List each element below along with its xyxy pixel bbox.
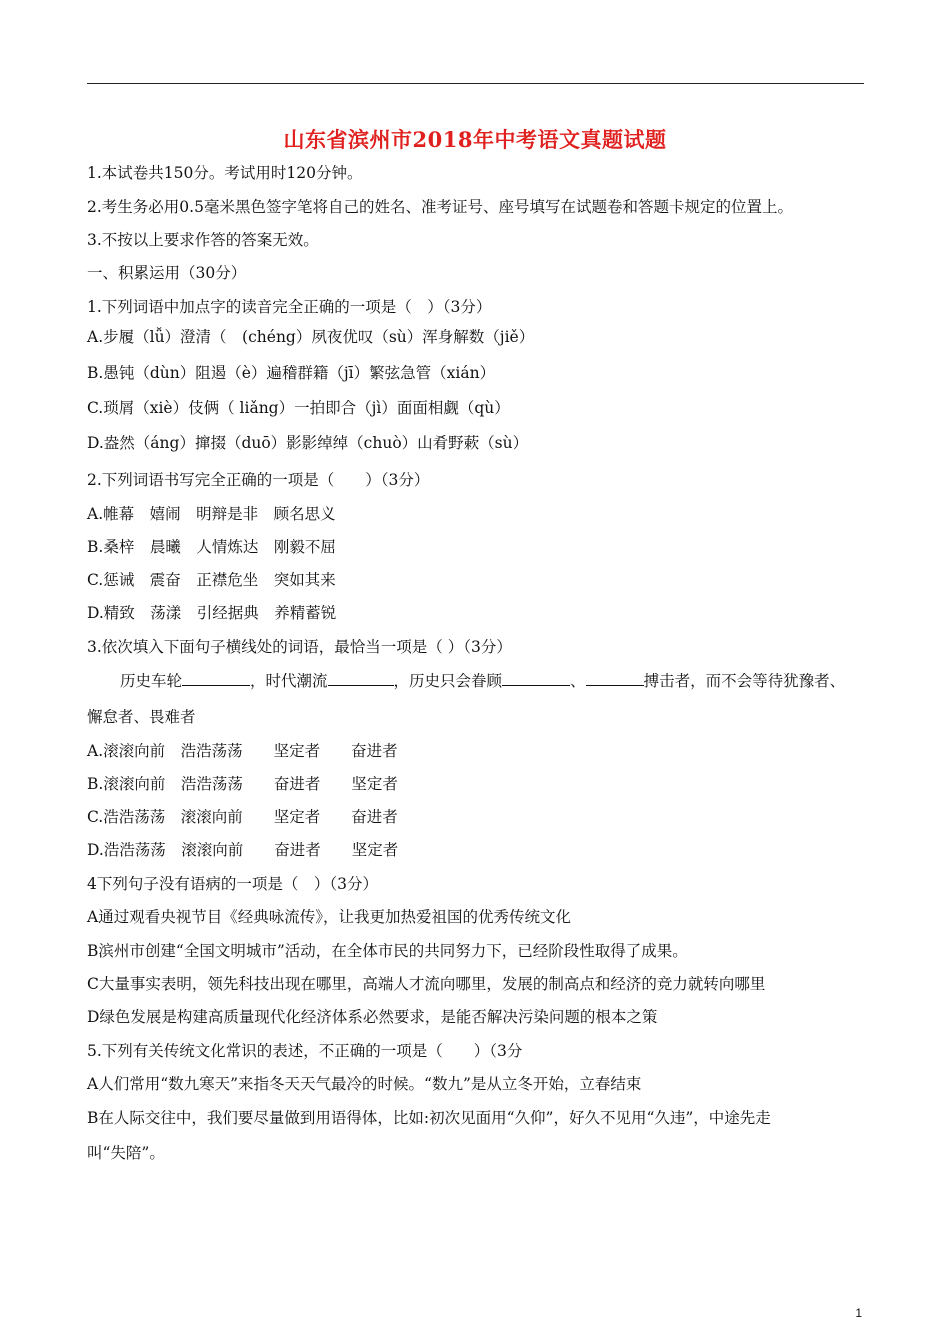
q3-part-4: 、 xyxy=(570,672,586,690)
q4-option-d: D绿色发展是构建高质量现代化经济体系必然要求，是能否解决污染问题的根本之策 xyxy=(87,1008,658,1026)
q2-option-a: A.帷幕 嬉闹 明辩是非 顾名思义 xyxy=(87,505,336,523)
q4-option-c: C大量事实表明，领先科技出现在哪里，高端人才流向哪里，发展的制高点和经济的竞力就转向哪里 xyxy=(87,975,766,993)
q3-part-3: ，历史只会眷顾 xyxy=(393,672,503,690)
note-1: 1.本试卷共150分。考试用时120分钟。 xyxy=(87,164,363,182)
q3-blank-1 xyxy=(182,671,250,686)
q3-blank-3 xyxy=(502,671,570,686)
q2-stem: 2.下列词语书写完全正确的一项是（ ）（3分） xyxy=(87,471,430,489)
q2-option-d: D.精致 荡漾 引经据典 养精蓄锐 xyxy=(87,604,337,622)
q5-stem: 5.下列有关传统文化常识的表述，不正确的一项是（ ）（3分 xyxy=(87,1042,523,1060)
q3-sentence-continued: 懈怠者、畏难者 xyxy=(87,708,196,726)
header-rule xyxy=(87,83,864,84)
q2-option-c: C.惩诫 震奋 正襟危坐 突如其来 xyxy=(87,571,336,589)
q4-option-a: A通过观看央视节目《经典咏流传》，让我更加热爱祖国的优秀传统文化 xyxy=(87,908,571,926)
q3-blank-2 xyxy=(328,671,394,686)
q3-part-2: ，时代潮流 xyxy=(250,672,328,690)
q1-option-c: C.琐屑（xiè）伎俩（ liǎng）一拍即合（jì）面面相觑（qù） xyxy=(87,399,510,417)
q3-stem: 3.依次填入下面句子横线处的词语，最恰当一项是（ ）（3分） xyxy=(87,638,512,656)
q1-option-a: A.步履（lǚ）澄清（ (chéng）夙夜优叹（sù）浑身解数（jiě） xyxy=(87,328,535,346)
q3-option-a: A.滚滚向前 浩浩荡荡 坚定者 奋进者 xyxy=(87,742,398,760)
document-title: 山东省滨州市2018年中考语文真题试题 xyxy=(283,127,667,152)
q5-option-b-continued: 叫“失陪”。 xyxy=(87,1144,165,1162)
q3-blank-4 xyxy=(586,671,644,686)
q3-option-b: B.滚滚向前 浩浩荡荡 奋进者 坚定者 xyxy=(87,775,398,793)
q3-option-c: C.浩浩荡荡 滚滚向前 坚定者 奋进者 xyxy=(87,808,398,826)
q3-part-1: 历史车轮 xyxy=(120,672,183,690)
q3-sentence xyxy=(120,671,845,691)
page-number: 1 xyxy=(855,1306,862,1320)
q3-option-d: D.浩浩荡荡 滚滚向前 奋进者 坚定者 xyxy=(87,841,399,859)
note-2: 2.考生务必用0.5毫米黑色签字笔将自己的姓名、准考证号、座号填写在试题卷和答题卡规定的位置上。 xyxy=(87,198,793,216)
q2-option-b: B.桑梓 晨曦 人情炼达 刚毅不屈 xyxy=(87,538,336,556)
q1-stem: 1.下列词语中加点字的读音完全正确的一项是（ ）（3分） xyxy=(87,298,492,316)
q4-option-b: B滨州市创建“全国文明城市”活动，在全体市民的共同努力下，已经阶段性取得了成果。 xyxy=(87,942,688,960)
q4-stem: 4下列句子没有语病的一项是（ ）（3分） xyxy=(87,875,378,893)
note-3: 3.不按以上要求作答的答案无效。 xyxy=(87,231,319,249)
q1-option-d: D.盎然（áng）撺掇（duō）影影绰绰（chuò）山肴野蔌（sù） xyxy=(87,434,529,452)
q5-option-a: A人们常用“数九寒天”来指冬天天气最冷的时候。“数九”是从立冬开始，立春结束 xyxy=(87,1075,642,1093)
q1-option-b: B.愚钝（dùn）阻遏（è）遍稽群籍（jī）繁弦急管（xián） xyxy=(87,364,496,382)
section-heading: 一、积累运用（30分） xyxy=(87,264,247,282)
q3-part-5: 搏击者，而不会等待犹豫者、 xyxy=(643,672,846,690)
q5-option-b: B在人际交往中，我们要尽量做到用语得体，比如:初次见面用“久仰”，好久不见用“久违”，中途先走 xyxy=(87,1109,771,1127)
